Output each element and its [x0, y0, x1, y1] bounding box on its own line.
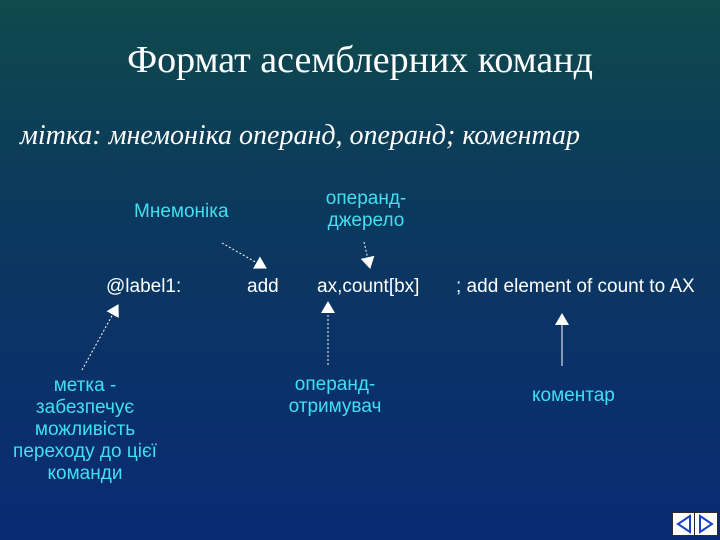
source-operand-caption-line2: джерело — [327, 210, 405, 231]
label-arrow — [82, 305, 118, 370]
label-caption-line: метка - — [53, 375, 117, 396]
slide-title: Формат асемблерних команд — [127, 39, 593, 81]
forward-triangle-icon — [695, 513, 717, 535]
dest-operand-caption-line2: отримувач — [288, 396, 382, 417]
source-operand-caption-line1: операнд- — [325, 188, 407, 209]
mnemonic-caption: Мнемоніка — [134, 201, 229, 222]
back-button[interactable] — [672, 512, 696, 536]
forward-button[interactable] — [694, 512, 718, 536]
mnemonic-arrow — [222, 243, 266, 268]
syntax-line: мітка: мнемоніка операнд, операнд; коментар — [20, 120, 581, 151]
label-caption-line: команди — [47, 463, 123, 484]
code-operands: ax,count[bx] — [317, 276, 420, 297]
dest-operand-caption-line1: операнд- — [294, 374, 376, 395]
comment-caption: коментар — [532, 385, 615, 406]
label-caption-line: забезпечує — [35, 397, 135, 418]
label-caption-line: можливість — [34, 419, 136, 440]
code-comment: ; add element of count to AX — [456, 276, 695, 297]
label-caption-line: переходу до цієї — [13, 441, 157, 462]
back-triangle-icon — [673, 513, 695, 535]
code-label: @label1: — [106, 276, 182, 297]
code-mnemonic: add — [247, 276, 279, 297]
source-operand-arrow — [364, 242, 370, 268]
